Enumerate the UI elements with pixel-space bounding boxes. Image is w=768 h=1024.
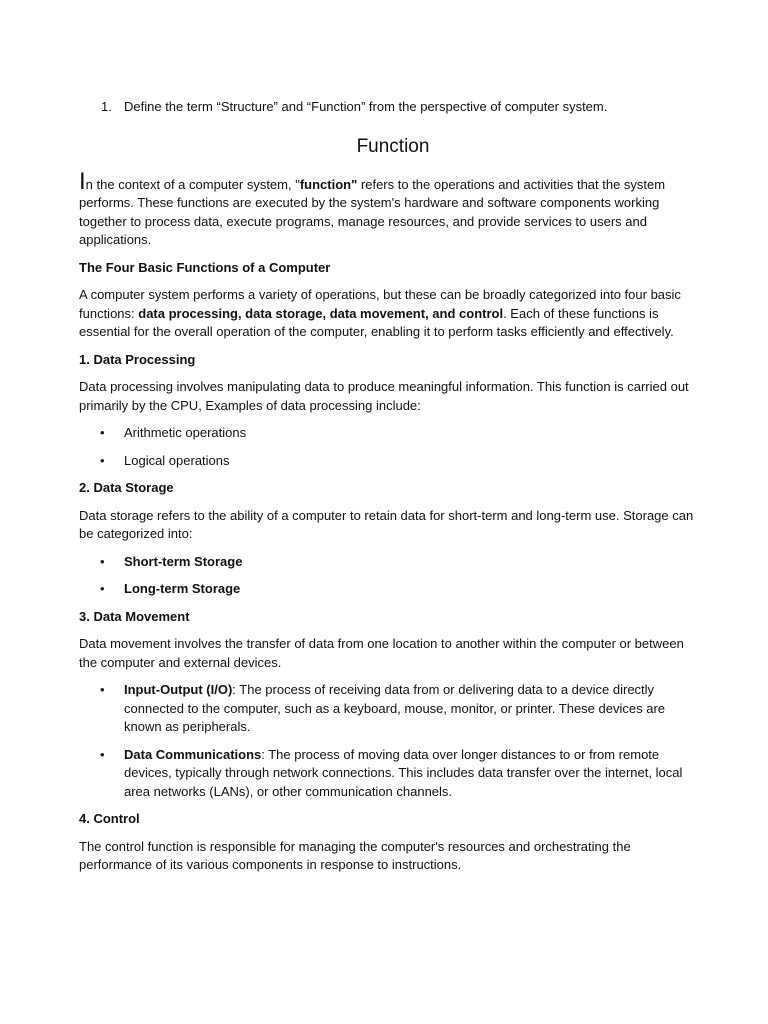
page-title: Function: [356, 135, 430, 157]
intro-bold-term: function": [299, 176, 358, 192]
four-functions-bold-list: data processing, data storage, data movement, and control: [138, 305, 504, 321]
four-functions-paragraph: [79, 286, 703, 342]
list-item: [79, 746, 703, 802]
intro-text-start: n the context of a computer system, ": [85, 176, 300, 192]
bullet-icon: •: [100, 682, 105, 697]
bullet-icon: •: [100, 425, 105, 440]
list-item-description: : The process of receiving data from or delivering data to a device directly connected to the computer, such as a keyboard, mouse, monitor, or printer. These devices are known as peripherals.: [124, 682, 666, 734]
data-processing-paragraph: Data processing involves manipulating data to produce meaningful information. This function is carried out primarily by the CPU, Examples of data processing include:: [79, 379, 689, 413]
bullet-icon: •: [100, 452, 105, 468]
question-number: 1.: [101, 99, 112, 114]
data-movement-paragraph: Data movement involves the transfer of data from one location to another within the computer or between the computer and external devices.: [79, 636, 684, 670]
control-paragraph: The control function is responsible for managing the computer's resources and orchestrating the performance of its various components in response to instructions.: [79, 838, 631, 872]
list-item: [79, 452, 703, 471]
data-storage-heading: 2. Data Storage: [79, 480, 174, 495]
document-page: [79, 98, 703, 884]
data-storage-paragraph: Data storage refers to the ability of a computer to retain data for short-term and long-term use. Storage can be categorized into:: [79, 507, 694, 541]
intro-paragraph: [79, 167, 703, 250]
drop-cap: I: [79, 167, 86, 195]
list-item-text: [124, 681, 703, 737]
four-functions-text-end: . Each of these functions is essential for the overall operation of the computer, enabling it to perform tasks efficiently and effectively.: [79, 305, 674, 339]
data-processing-heading: 1. Data Processing: [79, 351, 196, 367]
list-item: [79, 681, 703, 737]
four-functions-text-start: A computer system performs a variety of operations, but these can be broadly categorized into four basic functions:: [79, 287, 681, 321]
list-item-text: Logical operations: [124, 452, 230, 468]
bullet-icon: •: [100, 581, 105, 596]
control-heading: 4. Control: [79, 811, 140, 826]
list-item-text: [124, 746, 703, 802]
list-item-text: Arithmetic operations: [124, 425, 247, 440]
list-item-text: Short-term Storage: [124, 553, 243, 569]
data-movement-list: [79, 681, 703, 801]
list-item-description: : The process of moving data over longer distances to or from remote devices, typically through network connections. This includes data transfer over the internet, local area networks (LANs), or other communication channels.: [124, 746, 683, 799]
list-item-term: Data Communications: [124, 746, 262, 762]
bullet-icon: •: [100, 746, 105, 762]
list-item: [79, 424, 703, 443]
bullet-icon: •: [100, 553, 105, 569]
intro-text-end: refers to the operations and activities that the system performs. These functions are executed by the system's hardware and software components working together to process data, execute programs, manage resources, and provide services to users and applications.: [79, 176, 666, 247]
question-text: Define the term “Structure” and “Function” from the perspective of computer system.: [124, 99, 608, 114]
list-item: [79, 580, 703, 599]
list-item: [79, 553, 703, 572]
data-processing-list: [79, 424, 703, 470]
question-item: [101, 98, 703, 117]
four-functions-heading: The Four Basic Functions of a Computer: [79, 259, 331, 275]
data-storage-list: [79, 553, 703, 599]
list-item-text: Long-term Storage: [124, 581, 241, 596]
list-item-term: Input-Output (I/O): [124, 682, 233, 697]
data-movement-heading: 3. Data Movement: [79, 608, 190, 624]
